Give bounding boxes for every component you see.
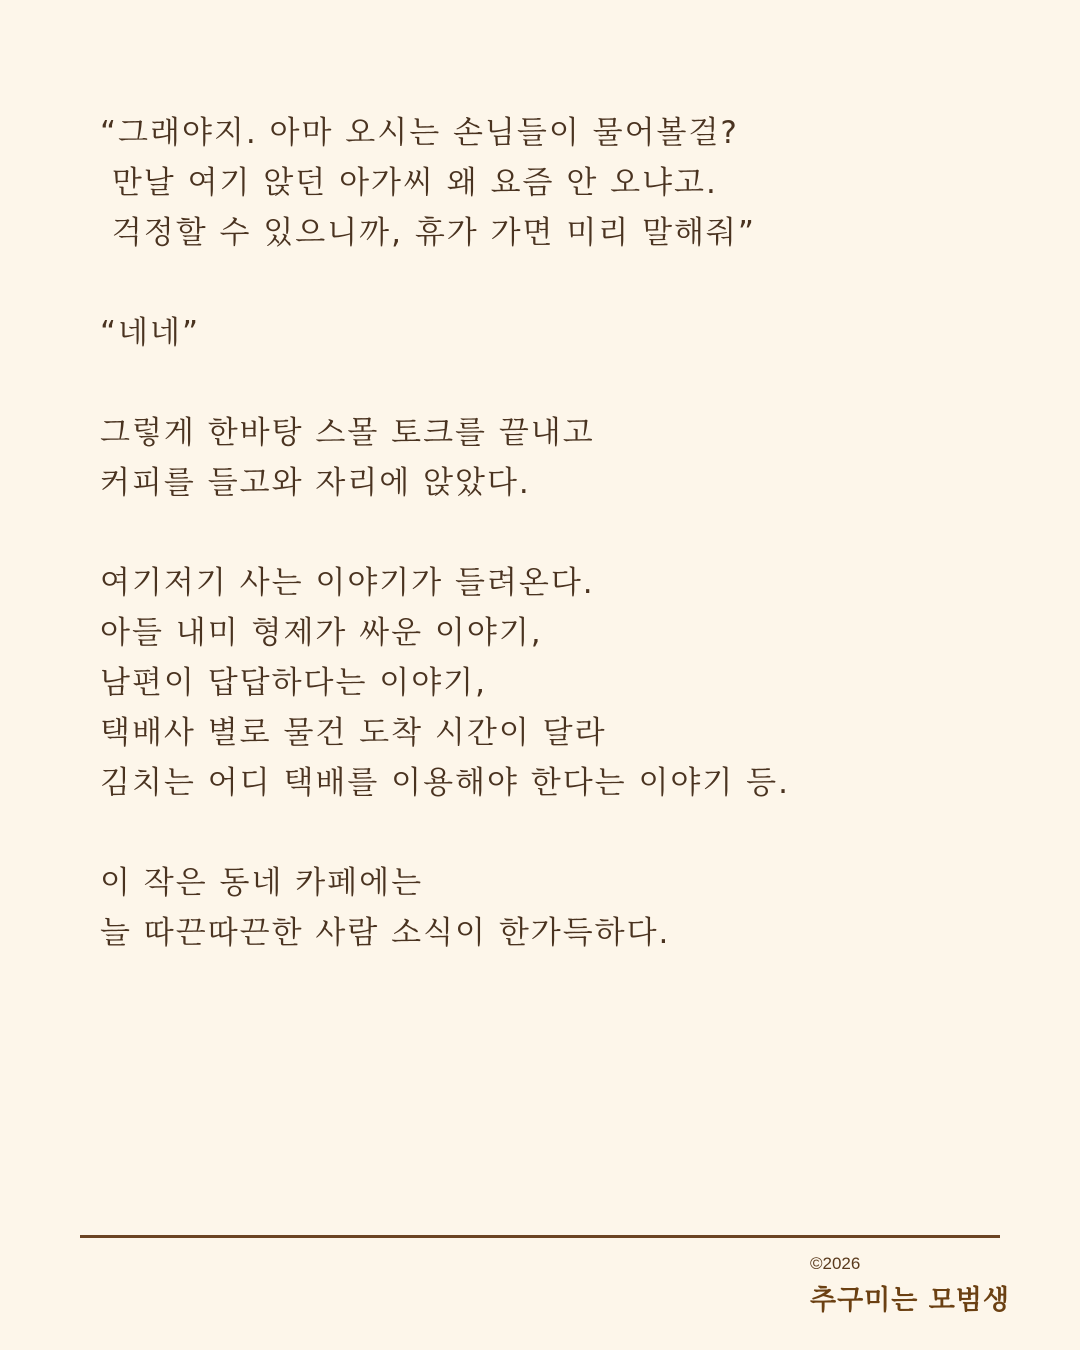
text-line: 남편이 답답하다는 이야기, xyxy=(100,665,487,701)
paragraph-gap xyxy=(100,808,1000,858)
paragraph-gap xyxy=(100,508,1000,558)
text-line: 택배사 별로 물건 도착 시간이 달라 xyxy=(100,715,607,751)
paragraph-gap xyxy=(100,258,1000,308)
text-line: 만날 여기 앉던 아가씨 왜 요즘 안 오냐고. xyxy=(100,165,718,201)
text-line: 그렇게 한바탕 스몰 토크를 끝내고 xyxy=(100,415,595,451)
brand-name: 추구미는 모범생 xyxy=(810,1285,1010,1316)
text-line: “네네” xyxy=(100,315,201,351)
paragraph-gap xyxy=(100,358,1000,408)
text-line: 커피를 들고와 자리에 앉았다. xyxy=(100,465,531,501)
text-line: 늘 따끈따끈한 사람 소식이 한가득하다. xyxy=(100,915,671,951)
copyright-text: ©2026 xyxy=(810,1254,861,1273)
text-line: “그래야지. 아마 오시는 손님들이 물어볼걸? xyxy=(100,115,739,151)
story-text xyxy=(100,108,1000,958)
text-line: 아들 내미 형제가 싸운 이야기, xyxy=(100,615,543,651)
text-line: 걱정할 수 있으니까, 휴가 가면 미리 말해줘” xyxy=(100,215,756,251)
text-line: 이 작은 동네 카페에는 xyxy=(100,865,424,901)
text-line: 김치는 어디 택배를 이용해야 한다는 이야기 등. xyxy=(100,765,790,801)
text-line: 여기저기 사는 이야기가 들려온다. xyxy=(100,565,595,601)
footer-divider xyxy=(80,1235,1000,1238)
